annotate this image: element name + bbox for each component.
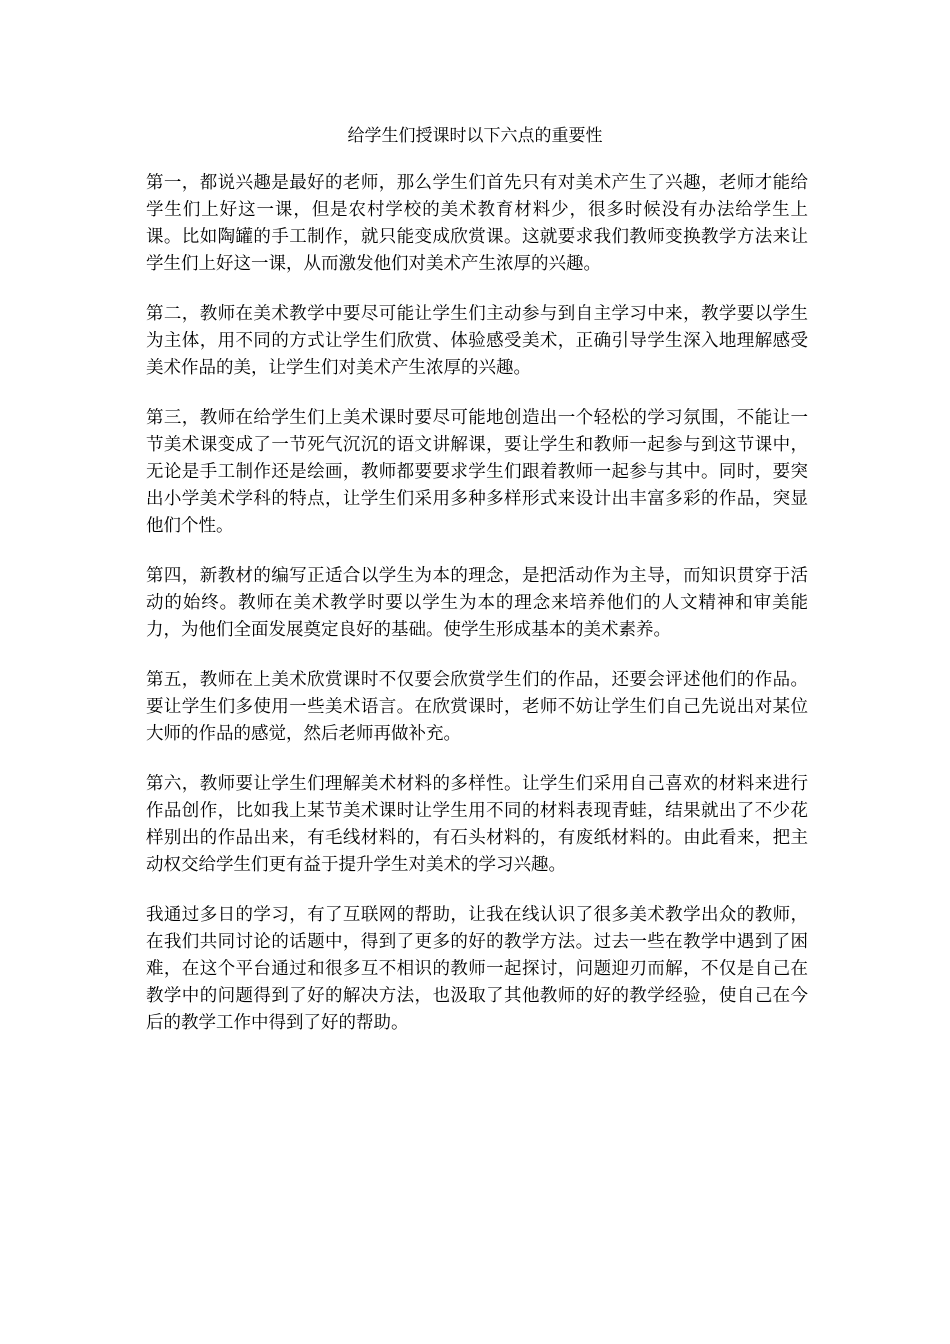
paragraph-4: 第四，新教材的编写正适合以学生为本的理念，是把活动作为主导，而知识贯穿于活动的始终。教师在美术教学时要以学生为本的理念来培养他们的人文精神和审美能力，为他们全面发展奠定良好的基础。使学生形成基本的美术素养。: [146, 566, 808, 640]
document-title: 给学生们授课时以下六点的重要性: [347, 126, 603, 146]
paragraph-conclusion: 我通过多日的学习，有了互联网的帮助，让我在线认识了很多美术教学出众的教师，在我们共同讨论的话题中，得到了更多的好的教学方法。过去一些在教学中遇到了困难，在这个平台通过和很多互不相识的教师一起探讨，问题迎刃而解，不仅是自己在教学中的问题得到了好的解决方法，也汲取了其他教师的好的教学经验，使自己在今后的教学工作中得到了好的帮助。: [146, 905, 808, 1033]
paragraph-6: 第六，教师要让学生们理解美术材料的多样性。让学生们采用自己喜欢的材料来进行作品创作，比如我上某节美术课时让学生用不同的材料表现青蛙，结果就出了不少花样别出的作品出来，有毛线材料的，有石头材料的，有废纸材料的。由此看来，把主动权交给学生们更有益于提升学生对美术的学习兴趣。: [146, 774, 808, 875]
document-body: [146, 170, 808, 1060]
paragraph-5: 第五，教师在上美术欣赏课时不仅要会欣赏学生们的作品，还要会评述他们的作品。要让学生们多使用一些美术语言。在欣赏课时，老师不妨让学生们自己先说出对某位大师的作品的感觉，然后老师再做补充。: [146, 670, 808, 744]
paragraph-2: 第二，教师在美术教学中要尽可能让学生们主动参与到自主学习中来，教学要以学生为主体，用不同的方式让学生们欣赏、体验感受美术，正确引导学生深入地理解感受美术作品的美，让学生们对美术产生浓厚的兴趣。: [146, 304, 808, 378]
paragraph-1: 第一，都说兴趣是最好的老师，那么学生们首先只有对美术产生了兴趣，老师才能给学生们上好这一课，但是农村学校的美术教育材料少，很多时候没有办法给学生上课。比如陶罐的手工制作，就只能变成欣赏课。这就要求我们教师变换教学方法来让学生们上好这一课，从而激发他们对美术产生浓厚的兴趣。: [146, 173, 808, 274]
paragraph-3: 第三，教师在给学生们上美术课时要尽可能地创造出一个轻松的学习氛围，不能让一节美术课变成了一节死气沉沉的语文讲解课，要让学生和教师一起参与到这节课中，无论是手工制作还是绘画，教师都要要求学生们跟着教师一起参与其中。同时，要突出小学美术学科的特点，让学生们采用多种多样形式来设计出丰富多彩的作品，突显他们个性。: [146, 408, 808, 536]
